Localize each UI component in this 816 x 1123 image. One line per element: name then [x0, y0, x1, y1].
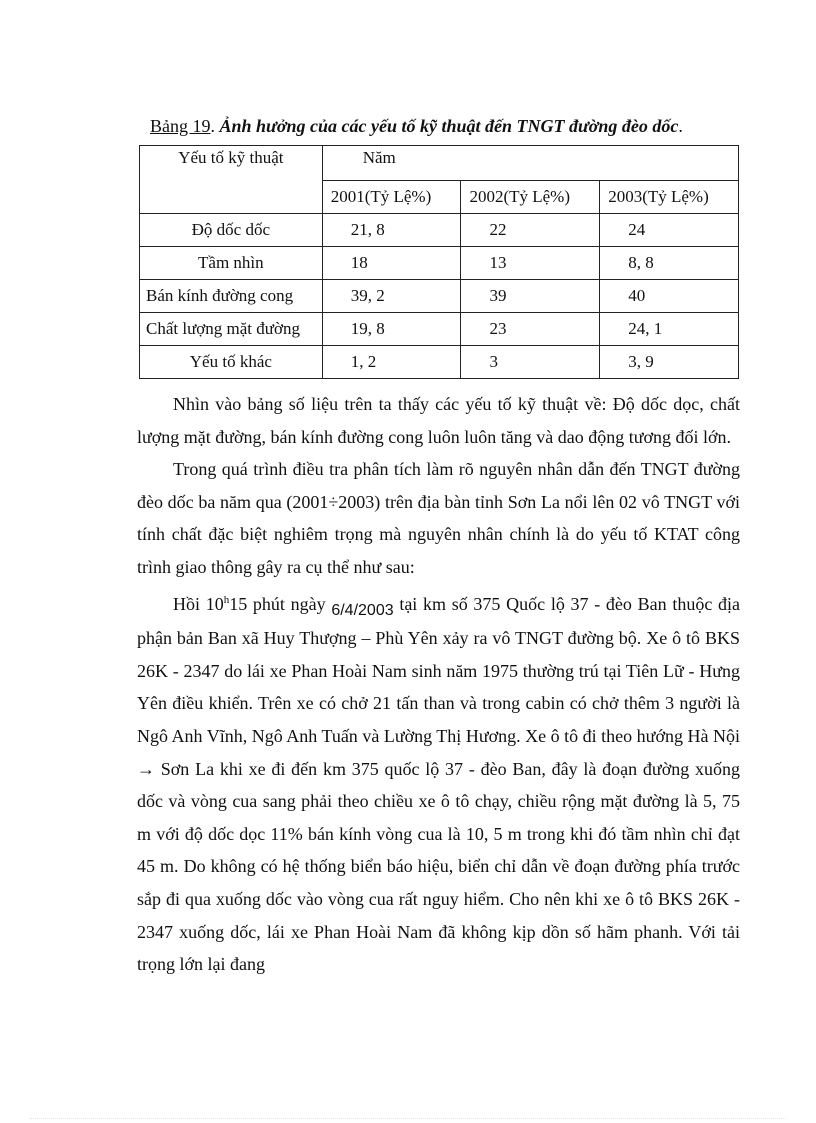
table-row	[140, 346, 739, 379]
row-factor: Độ dốc dốc	[140, 214, 323, 247]
paragraph-investigation: Trong quá trình điều tra phân tích làm rõ nguyên nhân dẫn đến TNGT đường đèo dốc ba năm qua (2001÷2003) trên địa bàn tỉnh Sơn La nổi lên 02 vô TNGT với tính chất đặc biệt nghiêm trọng mà nguyên nhân chính là do yếu tố KTAT công trình giao thông gây ra cụ thể như sau:	[137, 459, 740, 577]
row-value-2003: 24	[600, 214, 739, 247]
paragraph-accident-report	[137, 584, 740, 981]
caption-end: .	[678, 116, 683, 136]
accident-description: tại km số 375 Quốc lộ 37 - đèo Ban thuộc địa phận bản Ban xã Huy Thượng – Phù Yên xảy ra vô TNGT đường bộ. Xe ô tô BKS 26K - 2347 do lái xe Phan Hoài Nam sinh năm 1975 thường trú tại Tiên Lữ - Hưng Yên điều khiển. Trên xe có chở 21 tấn than và trong cabin có chở thêm 3 người là Ngô Anh Vĩnh, Ngô Anh Tuấn và Lường Thị Hương. Xe ô tô đi theo hướng Hà Nội → Sơn La khi xe đi đến km 375 quốc lộ 37 - đèo Ban, đây là đoạn đường xuống dốc và vòng cua sang phải theo chiều xe ô tô chạy, chiều rộng mặt đường là 5, 75 m với độ dốc dọc 11% bán kính vòng cua là 10, 5 m trong khi đó tầm nhìn chỉ đạt 45 m. Do không có hệ thống biển báo hiệu, biển chỉ dẫn về đoạn đường phía trước sắp đi qua xuống dốc vào vòng cua rất nguy hiểm. Cho nên khi xe ô tô BKS 26K - 2347 xuống dốc, lái xe Phan Hoài Nam đã không kịp dồn số hãm phanh. Với tải trọng lớn lại đang	[137, 593, 741, 975]
body-text	[137, 388, 740, 981]
row-value-2002: 3	[461, 346, 600, 379]
table-row	[140, 247, 739, 280]
row-value-2001: 1, 2	[322, 346, 461, 379]
factor-table	[139, 145, 739, 379]
paragraph-analysis: Nhìn vào bảng số liệu trên ta thấy các yếu tố kỹ thuật về: Độ dốc dọc, chất lượng mặt đường, bán kính đường cong luôn luôn tăng và dao động tương đối lớn.	[137, 394, 740, 447]
row-value-2003: 3, 9	[600, 346, 739, 379]
header-year-group: Năm	[322, 146, 738, 181]
caption-title: Ảnh hưởng của các yếu tố kỹ thuật đến TNGT đường đèo dốc	[219, 116, 679, 136]
row-factor: Chất lượng mặt đường	[140, 313, 323, 346]
accident-time-minutes: 15 phút ngày	[229, 593, 332, 614]
row-value-2003: 40	[600, 280, 739, 313]
accident-time-hour: Hồi 10	[173, 593, 224, 614]
row-value-2001: 21, 8	[322, 214, 461, 247]
row-factor: Bán kính đường cong	[140, 280, 323, 313]
row-value-2001: 19, 8	[322, 313, 461, 346]
row-value-2002: 23	[461, 313, 600, 346]
table-row	[140, 214, 739, 247]
table-row	[140, 280, 739, 313]
header-factor: Yếu tố kỹ thuật	[140, 146, 323, 214]
accident-time-sup: h	[223, 593, 230, 606]
page-bottom-rule	[30, 1118, 786, 1119]
row-value-2001: 39, 2	[322, 280, 461, 313]
caption-number: Bảng 19	[150, 116, 211, 136]
row-value-2003: 24, 1	[600, 313, 739, 346]
caption-separator: .	[210, 116, 220, 136]
row-value-2003: 8, 8	[600, 247, 739, 280]
header-year-2003: 2003(Tỷ Lệ%)	[600, 181, 739, 214]
row-value-2002: 22	[461, 214, 600, 247]
row-value-2002: 39	[461, 280, 600, 313]
row-value-2002: 13	[461, 247, 600, 280]
row-factor: Tầm nhìn	[140, 247, 323, 280]
accident-date: 6/4/2003	[331, 601, 394, 619]
table-row	[140, 313, 739, 346]
header-year-2002: 2002(Tỷ Lệ%)	[461, 181, 600, 214]
table-header-row	[140, 146, 739, 181]
row-factor: Yếu tố khác	[140, 346, 323, 379]
header-year-2001: 2001(Tỷ Lệ%)	[322, 181, 461, 214]
table-caption	[150, 114, 730, 138]
row-value-2001: 18	[322, 247, 461, 280]
